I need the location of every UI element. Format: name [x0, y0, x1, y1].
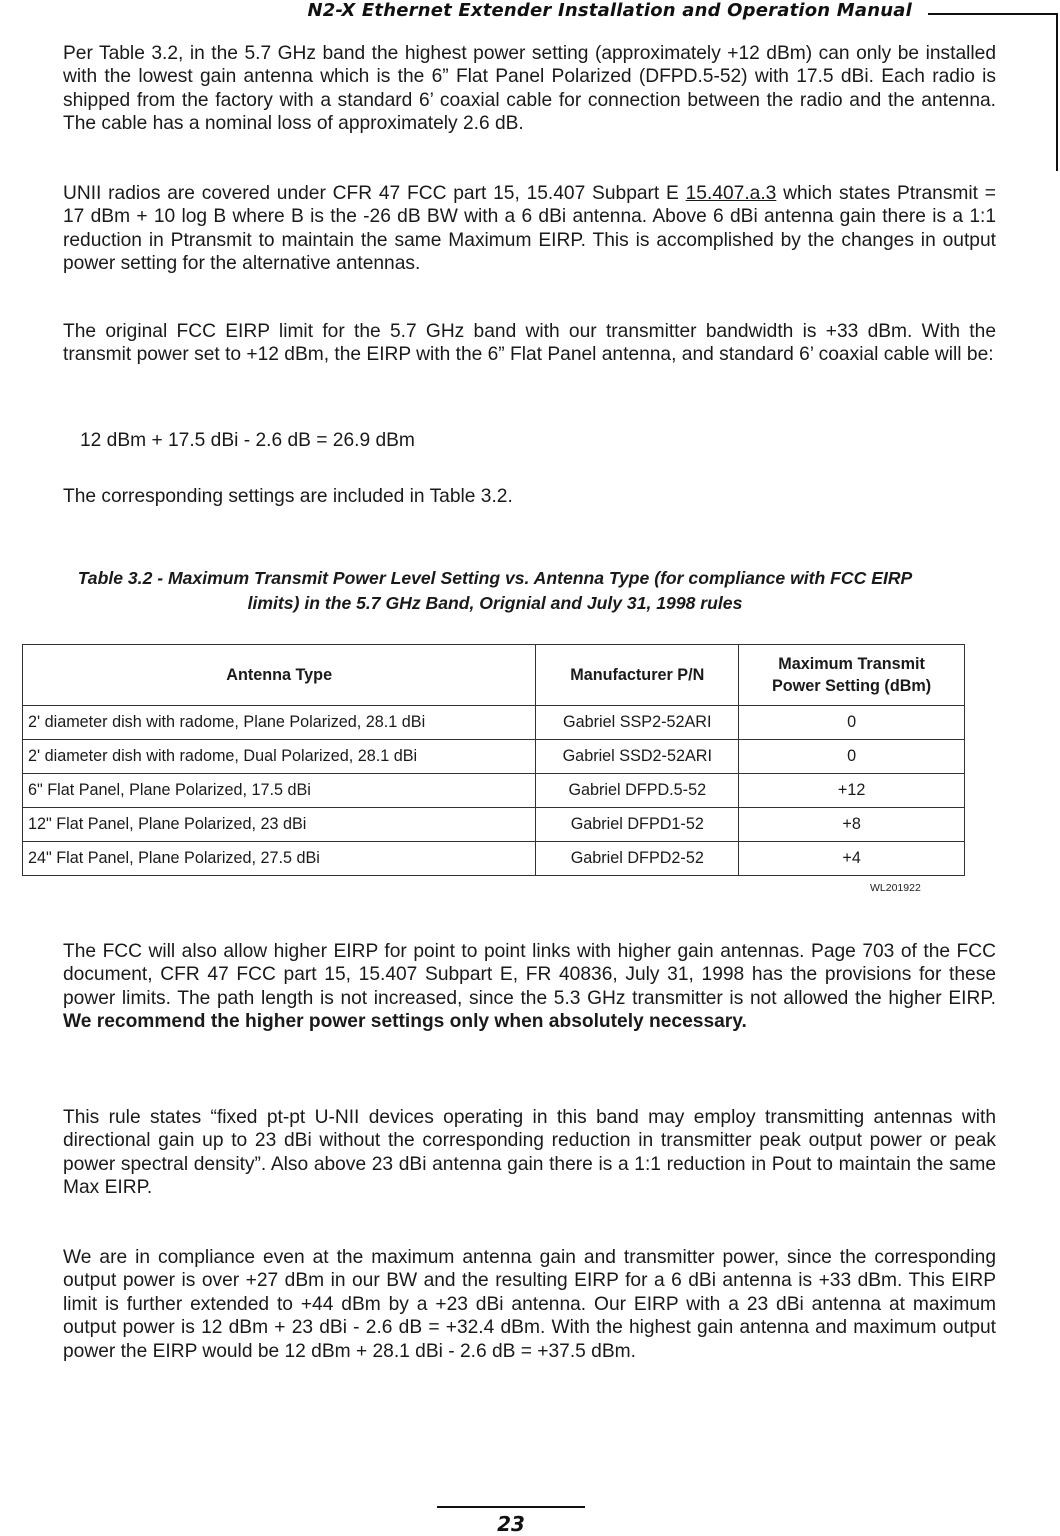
paragraph-eirp-limit: [63, 320, 996, 367]
cell-part-number: Gabriel DFPD.5-52: [536, 774, 739, 808]
paragraph-text: The original FCC EIRP limit for the 5.7 GHz band with our transmitter bandwidth is +33 dBm. With the transmit power set to +12 dBm, the EIRP with the 6” Flat Panel antenna, and standard 6’ coaxial cable will be:: [63, 321, 996, 366]
cell-antenna: 12" Flat Panel, Plane Polarized, 23 dBi: [23, 808, 536, 842]
figure-code: WL201922: [870, 882, 921, 894]
table-row: [23, 808, 965, 842]
column-header-antenna-type: Antenna Type: [23, 645, 536, 706]
fcc-reference-link[interactable]: 15.407.a.3: [685, 183, 777, 204]
table-row: [23, 842, 965, 876]
cell-power: 0: [739, 706, 965, 740]
table-row: [23, 740, 965, 774]
cell-part-number: Gabriel DFPD2-52: [536, 842, 739, 876]
header-line: Power Setting (dBm): [772, 677, 932, 695]
paragraph-unii-rules: [63, 182, 996, 276]
cell-power: +12: [739, 774, 965, 808]
eirp-equation: 12 dBm + 17.5 dBi - 2.6 dB = 26.9 dBm: [80, 430, 415, 451]
paragraph-higher-eirp: [63, 940, 996, 1034]
paragraph-compliance: [63, 1246, 996, 1363]
footer-rule: [437, 1506, 585, 1508]
paragraph-power-setting: [63, 42, 996, 136]
cell-part-number: Gabriel SSP2-52ARI: [536, 706, 739, 740]
paragraph-text: Per Table 3.2, in the 5.7 GHz band the highest power setting (approximately +12 dBm) can only be installed with the lowest gain antenna which is the 6” Flat Panel Polarized (DFPD.5-52) with 17.5 dBi. Each radio is shipped from the factory with a standard 6’ coaxial cable for connection between the radio and the antenna. The cable has a nominal loss of approximately 2.6 dB.: [63, 43, 996, 135]
cell-antenna: 2' diameter dish with radome, Plane Polarized, 28.1 dBi: [23, 706, 536, 740]
paragraph-rule-statement: [63, 1106, 996, 1200]
table-row: [23, 706, 965, 740]
paragraph-text: UNII radios are covered under CFR 47 FCC part 15, 15.407 Subpart E: [63, 183, 686, 204]
header-line: Maximum Transmit: [778, 655, 925, 673]
table-caption: [0, 566, 990, 616]
cell-part-number: Gabriel DFPD1-52: [536, 808, 739, 842]
paragraph-text: which states Ptransmit = 17 dBm + 10 log B where B is the -26 dB BW with a 6 dBi antenna. Above 6 dBi antenna gain there is a 1:1 reduction in Ptransmit to maintain the same Maximum EIRP. This is accomplished by the changes in output power setting for the alternative antennas.: [63, 183, 996, 275]
page-number: 23: [497, 1512, 525, 1536]
cell-antenna: 6" Flat Panel, Plane Polarized, 17.5 dBi: [23, 774, 536, 808]
cell-antenna: 2' diameter dish with radome, Dual Polarized, 28.1 dBi: [23, 740, 536, 774]
header-side-bracket: [1056, 13, 1058, 171]
antenna-power-table: [22, 644, 965, 876]
column-header-manufacturer-pn: Manufacturer P/N: [536, 645, 739, 706]
paragraph-text: We are in compliance even at the maximum antenna gain and transmitter power, since the corresponding output power is over +27 dBm in our BW and the resulting EIRP for a 6 dBi antenna is +33 dBm. This EIRP limit is further extended to +44 dBm by a +23 dBi antenna. Our EIRP with a 23 dBi antenna at maximum output power is 12 dBm + 23 dBi - 2.6 dB = +32.4 dBm. With the highest gain antenna and maximum output power the EIRP would be 12 dBm + 28.1 dBi - 2.6 dB = +37.5 dBm.: [63, 1247, 996, 1362]
page-header-title: N2-X Ethernet Extender Installation and Operation Manual: [307, 0, 912, 21]
paragraph-text: The corresponding settings are included in Table 3.2.: [63, 486, 513, 507]
column-header-max-power: [739, 645, 965, 706]
paragraph-settings-reference: [63, 485, 996, 508]
table-row: [23, 774, 965, 808]
cell-power: +4: [739, 842, 965, 876]
cell-power: 0: [739, 740, 965, 774]
table-caption-line: limits) in the 5.7 GHz Band, Orignial and July 31, 1998 rules: [247, 593, 743, 613]
paragraph-text: The FCC will also allow higher EIRP for point to point links with higher gain antennas. Page 703 of the FCC document, CFR 47 FCC part 15, 15.407 Subpart E, FR 40836, July 31, 1998 has the provisions for these power limits. The path length is not increased, since the 5.3 GHz transmitter is not allowed the higher EIRP.: [63, 941, 996, 1009]
cell-antenna: 24" Flat Panel, Plane Polarized, 27.5 dBi: [23, 842, 536, 876]
table-header-row: [23, 645, 965, 706]
paragraph-text: This rule states “fixed pt-pt U-NII devices operating in this band may employ transmitting antennas with directional gain up to 23 dBi without the corresponding reduction in transmitter peak output power or peak power spectral density”. Also above 23 dBi antenna gain there is a 1:1 reduction in Pout to maintain the same Max EIRP.: [63, 1107, 996, 1199]
recommendation-text: We recommend the higher power settings only when absolutely necessary.: [63, 1011, 747, 1033]
cell-power: +8: [739, 808, 965, 842]
cell-part-number: Gabriel SSD2-52ARI: [536, 740, 739, 774]
header-rule: [928, 13, 1058, 15]
table-caption-line: Table 3.2 - Maximum Transmit Power Level Setting vs. Antenna Type (for compliance with FCC EIRP: [77, 568, 913, 588]
